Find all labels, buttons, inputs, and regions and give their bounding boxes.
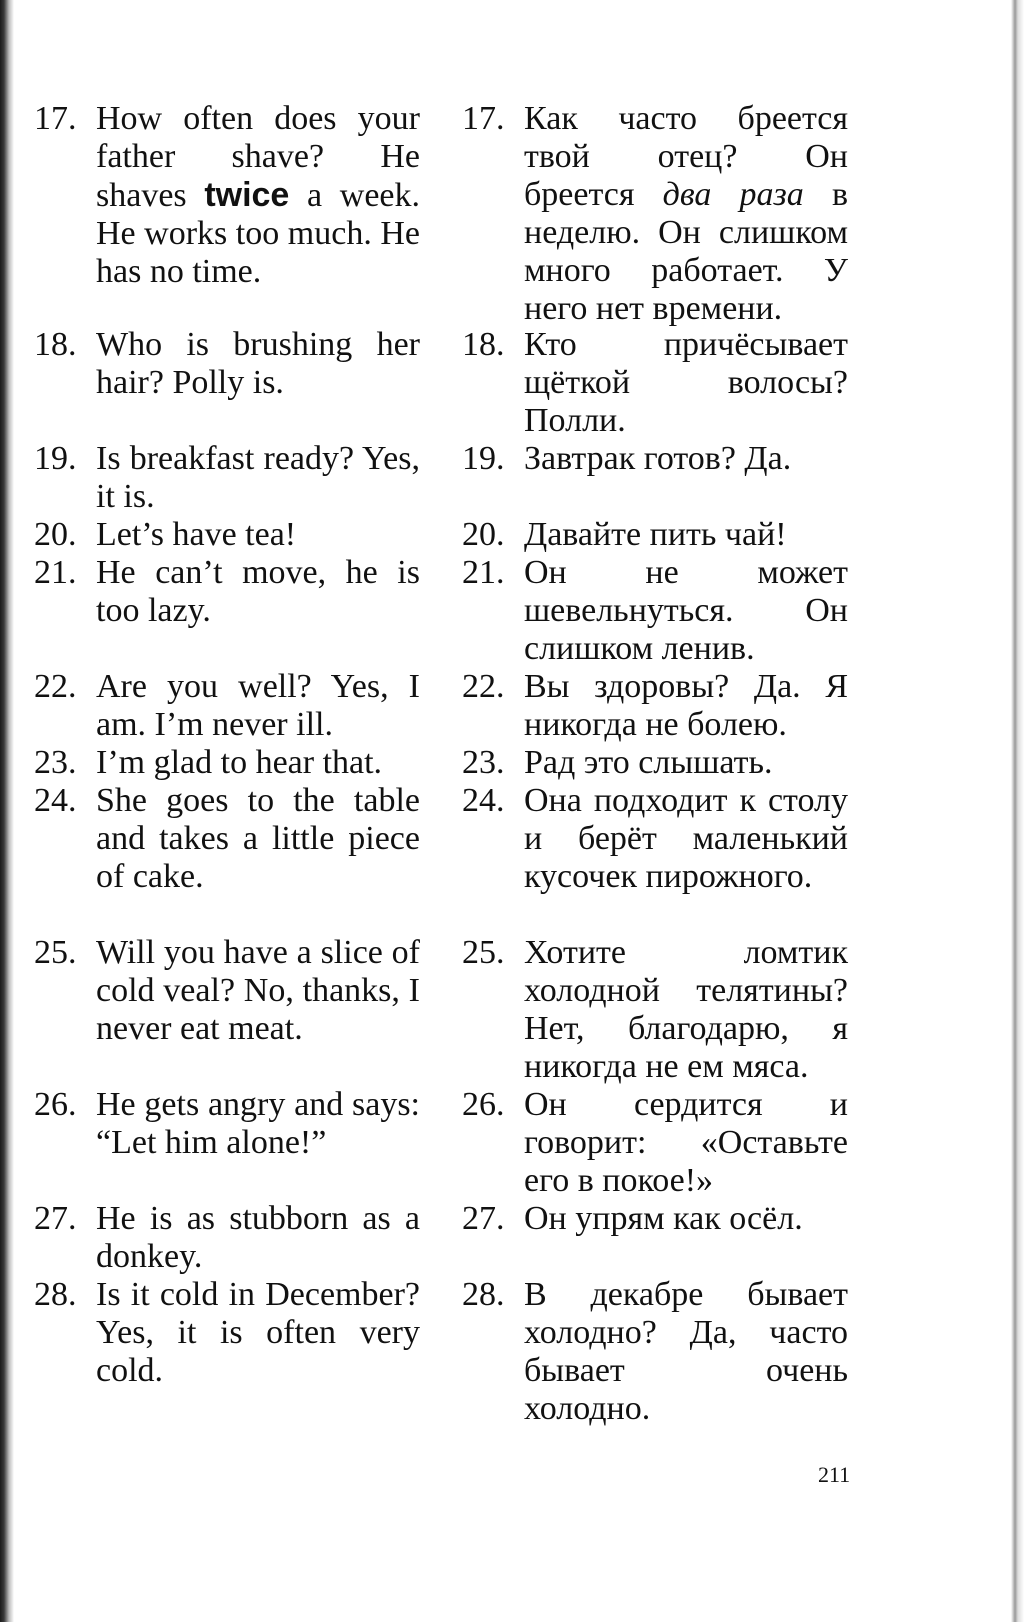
entry-pair	[34, 1086, 884, 1200]
entry-pair	[34, 744, 884, 782]
russian-entry	[462, 668, 848, 744]
english-sentence: He gets angry and says: “Let him alone!”	[96, 1086, 420, 1161]
entry-pair	[34, 782, 884, 934]
entry-number: 28.	[34, 1276, 77, 1313]
russian-sentence: Давайте пить чай!	[524, 516, 787, 553]
english-entry	[34, 1276, 420, 1390]
russian-entry	[462, 1276, 848, 1428]
russian-entry	[462, 326, 848, 440]
russian-entry	[462, 1200, 848, 1238]
entry-pair	[34, 1276, 884, 1428]
entry-number: 27.	[34, 1200, 77, 1237]
english-entry	[34, 668, 420, 744]
entry-pair	[34, 440, 884, 516]
russian-sentence: Вы здоровы? Да. Я никогда не болею.	[524, 668, 848, 743]
english-sentence: Who is brushing her hair? Polly is.	[96, 326, 420, 401]
entry-number: 20.	[34, 516, 77, 553]
entry-number: 28.	[462, 1276, 505, 1313]
entry-number: 23.	[34, 744, 77, 781]
english-sentence: How often does your father shave? He shaves twice a week. He works too much. He has no time.	[96, 100, 420, 290]
page-binding-edge	[0, 0, 14, 1622]
entry-number: 26.	[34, 1086, 77, 1123]
english-entry	[34, 554, 420, 630]
entry-number: 19.	[462, 440, 505, 477]
entry-pair	[34, 1200, 884, 1276]
entry-pair	[34, 100, 884, 326]
russian-sentence: В декабре бывает холодно? Да, часто бывает очень холодно.	[524, 1276, 848, 1427]
entry-number: 21.	[462, 554, 505, 591]
entry-number: 17.	[462, 100, 505, 137]
english-sentence: He can’t move, he is too lazy.	[96, 554, 420, 629]
entry-number: 17.	[34, 100, 77, 137]
entry-number: 19.	[34, 440, 77, 477]
russian-sentence: Кто причёсывает щёткой волосы? Полли.	[524, 326, 848, 439]
entry-number: 22.	[462, 668, 505, 705]
english-sentence: I’m glad to hear that.	[96, 744, 383, 781]
russian-entry	[462, 934, 848, 1086]
entry-number: 24.	[34, 782, 77, 819]
italic-keyword: два раза	[662, 176, 804, 213]
english-entry	[34, 1086, 420, 1162]
entry-number: 25.	[34, 934, 77, 971]
entry-number: 18.	[34, 326, 77, 363]
russian-sentence: Рад это слышать.	[524, 744, 773, 781]
english-entry	[34, 782, 420, 896]
russian-entry	[462, 440, 848, 478]
russian-entry	[462, 782, 848, 896]
english-entry	[34, 934, 420, 1048]
russian-entry	[462, 516, 848, 554]
english-sentence: Is breakfast ready? Yes, it is.	[96, 440, 420, 515]
english-sentence: Will you have a slice of cold veal? No, thanks, I never eat meat.	[96, 934, 420, 1047]
entry-number: 18.	[462, 326, 505, 363]
page-right-edge	[1006, 0, 1024, 1622]
english-sentence: Are you well? Yes, I am. I’m never ill.	[96, 668, 420, 743]
entry-pair	[34, 668, 884, 744]
entry-pair	[34, 516, 884, 554]
entry-number: 23.	[462, 744, 505, 781]
russian-entry	[462, 100, 848, 328]
entry-number: 25.	[462, 934, 505, 971]
russian-sentence: Хотите ломтик холодной телятины? Нет, благодарю, я никогда не ем мяса.	[524, 934, 848, 1085]
english-sentence: Is it cold in December? Yes, it is often very cold.	[96, 1276, 420, 1389]
english-entry	[34, 1200, 420, 1276]
page-number: 211	[818, 1462, 851, 1487]
english-sentence: He is as stubborn as a donkey.	[96, 1200, 420, 1275]
entry-number: 20.	[462, 516, 505, 553]
english-sentence: Let’s have tea!	[96, 516, 297, 553]
entry-pair	[34, 934, 884, 1086]
russian-sentence: Он упрям как осёл.	[524, 1200, 803, 1237]
entry-pair	[34, 326, 884, 440]
russian-sentence: Как часто бреется твой отец? Он бреется два раза в неделю. Он слишком много работает. У него нет времени.	[524, 100, 849, 327]
russian-sentence: Он не может шевельнуться. Он слишком ленив.	[524, 554, 848, 667]
bilingual-text-columns	[34, 100, 884, 1428]
russian-entry	[462, 554, 848, 668]
entry-number: 26.	[462, 1086, 505, 1123]
english-entry	[34, 744, 420, 782]
entry-number: 21.	[34, 554, 77, 591]
english-entry	[34, 440, 420, 516]
russian-entry	[462, 744, 848, 782]
english-sentence: She goes to the table and takes a little piece of cake.	[96, 782, 420, 895]
bold-keyword: twice	[204, 176, 290, 214]
russian-sentence: Она подходит к столу и берёт маленький кусочек пирожного.	[524, 782, 848, 895]
russian-sentence: Он сердится и говорит: «Оставьте его в покое!»	[524, 1086, 848, 1199]
english-entry	[34, 100, 420, 291]
english-entry	[34, 516, 420, 554]
russian-sentence: Завтрак готов? Да.	[524, 440, 792, 477]
english-entry	[34, 326, 420, 402]
entry-number: 24.	[462, 782, 505, 819]
entry-number: 22.	[34, 668, 77, 705]
entry-number: 27.	[462, 1200, 505, 1237]
russian-entry	[462, 1086, 848, 1200]
entry-pair	[34, 554, 884, 668]
